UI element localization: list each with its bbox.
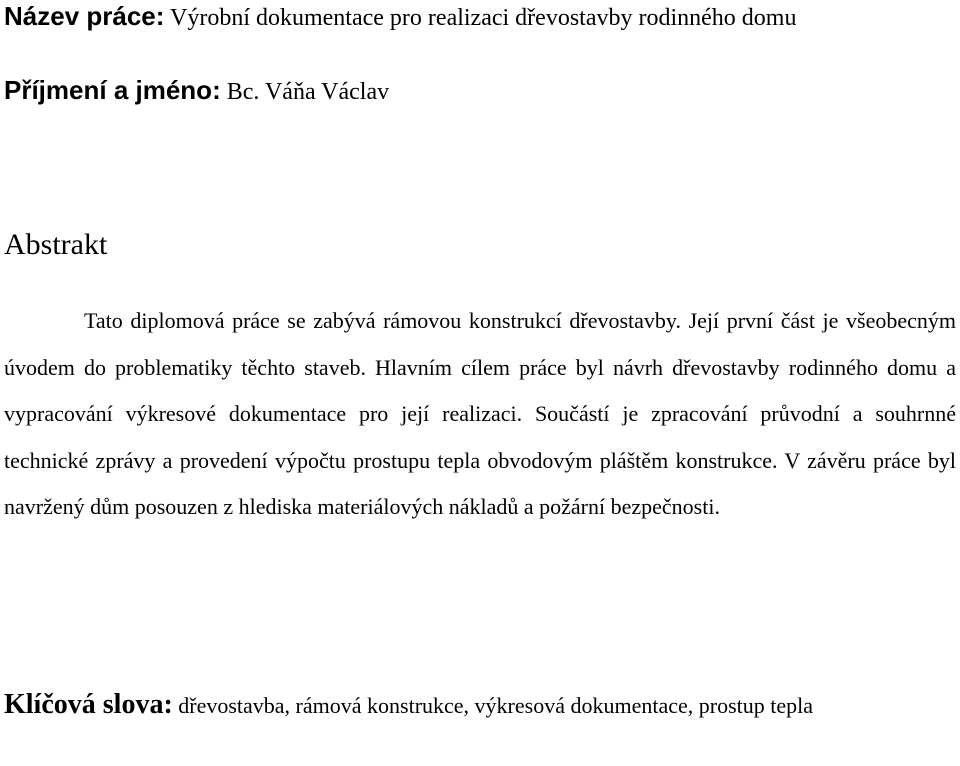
author-name-value: Bc. Váňa Václav [220, 79, 390, 105]
keywords-label: Klíčová slova: [4, 689, 173, 720]
thesis-title-label: Název práce: [4, 1, 165, 31]
keywords-value: dřevostavba, rámová konstrukce, výkresová dokumentace, prostup tepla [172, 693, 814, 718]
author-name-label: Příjmení a jméno: [4, 75, 221, 105]
abstract-heading: Abstrakt [4, 228, 108, 261]
abstract-paragraph: Tato diplomová práce se zabývá rámovou konstrukcí dřevostavby. Její první část je všeobecným úvodem do problematiky těchto staveb. Hlavním cílem práce byl návrh dřevostavby rodinného domu a vypracování výkresové dokumentace pro její realizaci. Součástí je zpracování průvodní a souhrnné technické zprávy a provedení výpočtu prostupu tepla obvodovým pláštěm konstrukce. V závěru práce byl navržený dům posouzen z hlediska materiálových nákladů a požární bezpečnosti. [4, 308, 956, 520]
keywords-row [4, 680, 956, 731]
thesis-title-value: Výrobní dokumentace pro realizaci dřevostavby rodinného domu [164, 5, 797, 31]
author-name-row [4, 74, 389, 108]
thesis-title-row [4, 0, 796, 34]
